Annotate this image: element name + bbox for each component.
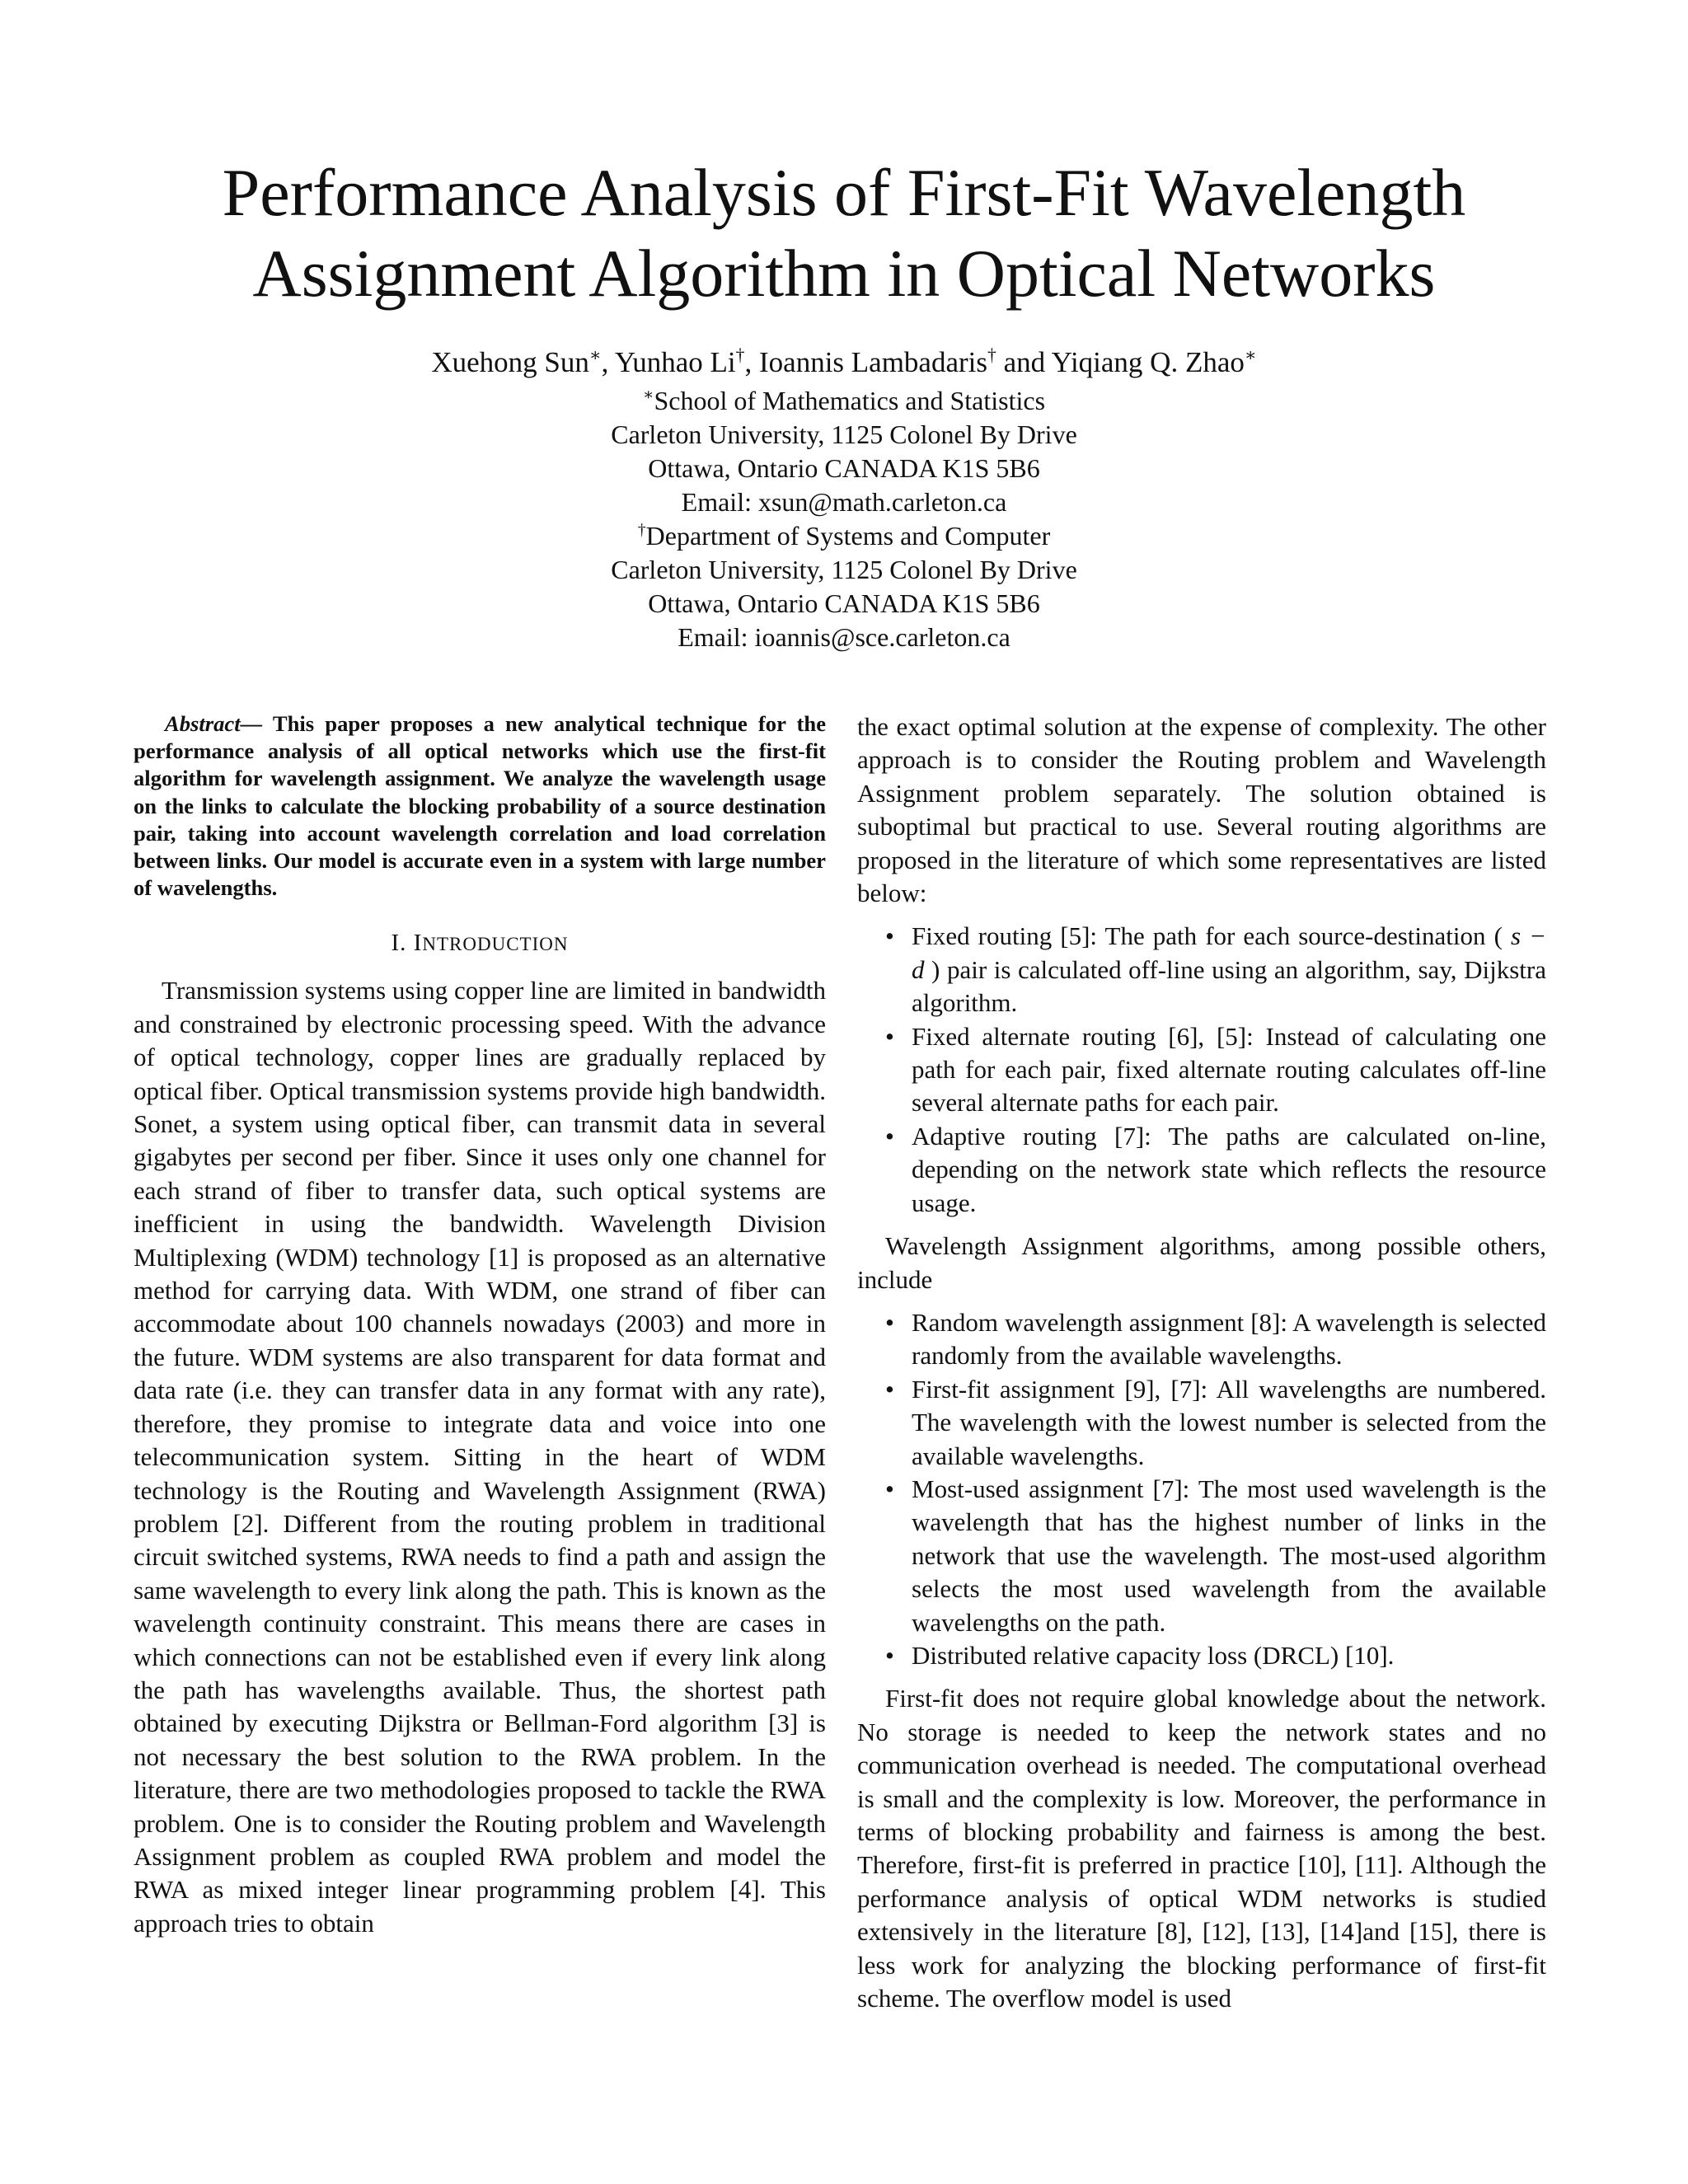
list-item — [857, 1373, 1546, 1473]
bullet-icon: • — [885, 1121, 894, 1151]
list-item — [857, 1120, 1546, 1220]
abstract-lead: Abstract— — [165, 711, 263, 736]
first-fit-paragraph: First-fit does not require global knowledge about the network. No storage is needed to keep the network states and no communication overhead is needed. The computational overhead is small and the complexity is low. Moreover, the performance in terms of blocking probability and fairness is among the best. Therefore, first-fit is preferred in practice [10], [11]. Although the performance analysis of optical WDM networks is studied extensively in the literature [8], [12], [13], [14]and [15], there is less work for analyzing the blocking performance of first-fit scheme. The overflow model is used — [857, 1684, 1546, 2013]
abstract — [134, 710, 826, 902]
affiliation-line — [124, 418, 1564, 452]
bullet-icon: • — [885, 1307, 894, 1337]
list-item-text: ) pair is calculated off-line using an algorithm, say, Dijkstra algorithm. — [912, 954, 1546, 1018]
affiliation-text: School of Mathematics and Statistics — [654, 386, 1046, 415]
section-number: I. — [391, 930, 414, 957]
author-4: Yiqiang Q. Zhao — [1051, 346, 1245, 378]
list-item — [857, 1020, 1546, 1120]
title-line-1: Performance Analysis of First-Fit Wavelength — [222, 155, 1466, 230]
affiliation-text: Carleton University, 1125 Colonel By Drive — [611, 555, 1077, 584]
affiliation-line — [124, 519, 1564, 553]
affiliation-text: Ottawa, Ontario CANADA K1S 5B6 — [648, 453, 1040, 483]
affiliation-mark: † — [637, 521, 646, 540]
list-item-text: Random wavelength assignment [8]: A wavelength is selected randomly from the available wavelengths. — [912, 1307, 1546, 1371]
affiliations — [124, 384, 1564, 654]
affiliation-line — [124, 553, 1564, 587]
abstract-text: This paper proposes a new analytical technique for the performance analysis of all optical networks which use the first-fit algorithm for wavelength assignment. We analyze the wavelength usage on the links to calculate the blocking probability of a source destination pair, taking into account wavelength correlation and load correlation between links. Our model is accurate even in a system with large number of wavelengths. — [134, 711, 826, 901]
wavelength-assignment-list — [857, 1306, 1546, 1672]
list-item-text: Most-used assignment [7]: The most used wavelength is the wavelength that has the highest number of links in the network that use the wavelength. The most-used algorithm selects the most used wavelength from the available wavelengths on the path. — [912, 1474, 1546, 1637]
affiliation-line — [124, 587, 1564, 621]
affiliation-mark: ∗ — [642, 386, 654, 405]
affiliation-line — [124, 384, 1564, 418]
author-2-mark: † — [735, 344, 745, 365]
author-separator: , — [744, 346, 759, 378]
author-1-mark: ∗ — [588, 344, 602, 365]
list-item — [857, 1306, 1546, 1373]
bullet-icon: • — [885, 1474, 894, 1503]
list-item-text: Distributed relative capacity loss (DRCL) [10]. — [912, 1640, 1395, 1670]
affiliation-text: Department of Systems and Computer — [645, 521, 1051, 551]
author-3: Ioannis Lambadaris — [759, 346, 987, 378]
intro-paragraph: Transmission systems using copper line are limited in bandwidth and constrained by electronic processing speed. With the advance of optical technology, copper lines are gradually replaced by optical fiber. Optical transmission systems provide high bandwidth. Sonet, a system using optical fiber, can transmit data in several gigabytes per second per fiber. Since it uses only one channel for each strand of fiber to transfer data, such optical systems are inefficient in using the bandwidth. Wavelength Division Multiplexing (WDM) technology [1] is proposed as an alternative method for carrying data. With WDM, one strand of fiber can accommodate about 100 channels nowadays (2003) and more in the future. WDM systems are also transparent for data format and data rate (i.e. they can transfer data in any format with any rate), therefore, they promise to integrate data and voice into one telecommunication system. Sitting in the heart of WDM technology is the Routing and Wavelength Assignment (RWA) problem [2]. Different from the routing problem in traditional circuit switched systems, RWA needs to find a path and assign the same wavelength to every link along the path. This is known as the wavelength continuity constraint. This means there are cases in which connections can not be established even if every link along the path has wavelengths available. Thus, the shortest path obtained by executing Dijkstra or Bellman-Ford algorithm [3] is not necessary the best solution to the RWA problem. In the literature, there are two methodologies proposed to tackle the RWA problem. One is to consider the Routing problem and Wavelength Assignment problem as coupled RWA problem and model the RWA as mixed integer linear programming problem [4]. This approach tries to obtain — [134, 976, 826, 1938]
bullet-icon: • — [885, 921, 894, 951]
paper-title — [124, 152, 1564, 314]
affiliation-line — [124, 452, 1564, 485]
right-paragraph-continued: the exact optimal solution at the expense of complexity. The other approach is to consider the Routing problem and Wavelength Assignment problem separately. The solution obtained is suboptimal but practical to use. Several routing algorithms are proposed in the literature of which some representatives are listed below: — [857, 712, 1546, 908]
list-item-text: Fixed alternate routing [6], [5]: Instead of calculating one path for each pair, fixed alternate routing calculates off-line several alternate paths for each pair. — [912, 1021, 1546, 1118]
author-separator: , — [601, 346, 615, 378]
section-initial: I — [413, 930, 423, 957]
section-heading-introduction — [134, 926, 826, 961]
affiliation-email — [124, 621, 1564, 654]
author-2: Yunhao Li — [614, 346, 736, 378]
author-list — [124, 344, 1564, 381]
list-item — [857, 1639, 1546, 1672]
bullet-icon: • — [885, 1021, 894, 1051]
section-title-rest: NTRODUCTION — [422, 934, 569, 955]
title-line-2: Assignment Algorithm in Optical Networks — [252, 236, 1436, 311]
author-3-mark: † — [987, 344, 996, 365]
list-item-text: First-fit assignment [9], [7]: All wavelengths are numbered. The wavelength with the lowest number is selected from the available wavelengths. — [912, 1374, 1546, 1470]
bullet-icon: • — [885, 1374, 894, 1404]
author-separator: and — [996, 346, 1052, 378]
list-item — [857, 920, 1546, 1019]
affiliation-text: Email: ioannis@sce.carleton.ca — [678, 622, 1010, 652]
math-expression: s − d — [912, 921, 1546, 984]
affiliation-text: Email: xsun@math.carleton.ca — [681, 487, 1007, 517]
list-item-text: Adaptive routing [7]: The paths are calculated on-line, depending on the network state which reflects the resource usage. — [912, 1121, 1546, 1217]
affiliation-text: Ottawa, Ontario CANADA K1S 5B6 — [648, 588, 1040, 618]
affiliation-text: Carleton University, 1125 Colonel By Drive — [611, 419, 1077, 449]
list-item — [857, 1473, 1546, 1639]
bullet-icon: • — [885, 1640, 894, 1670]
left-column — [134, 710, 826, 1940]
right-column — [857, 710, 1546, 2015]
author-1: Xuehong Sun — [431, 346, 589, 378]
routing-algorithm-list — [857, 920, 1546, 1220]
affiliation-email — [124, 485, 1564, 519]
author-4-mark: ∗ — [1244, 344, 1257, 365]
list-item-text: Fixed routing [5]: The path for each source-destination ( — [912, 921, 1511, 951]
wavelength-assignment-intro: Wavelength Assignment algorithms, among possible others, include — [857, 1231, 1546, 1294]
